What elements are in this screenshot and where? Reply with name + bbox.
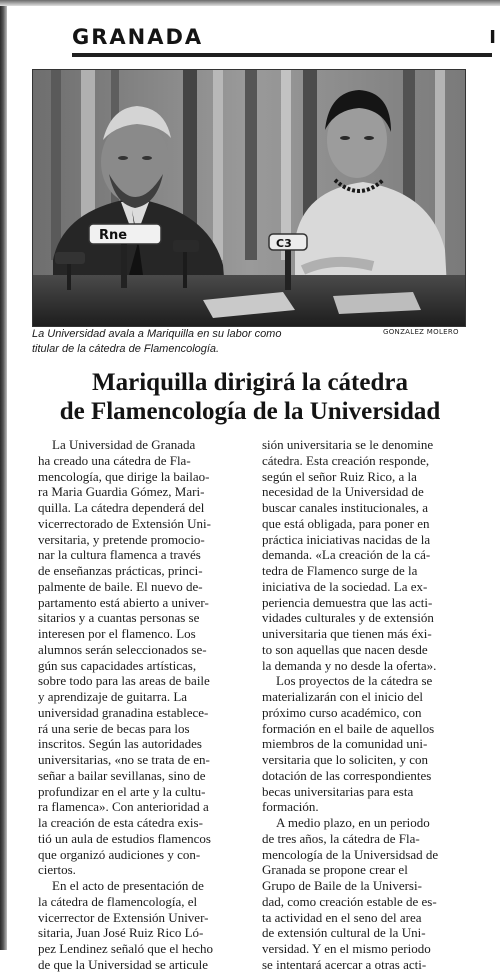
text-line: ha creado una cátedra de Fla- [38, 452, 191, 468]
text-line: profundizar en el arte y la cultu- [38, 783, 206, 799]
headline-line: Mariquilla dirigirá la cátedra [92, 369, 408, 396]
text-line: de enseñanzas prácticas, princi- [38, 563, 203, 578]
text-line: interesen por el flamenco. Los [38, 626, 196, 641]
text-line: palmente de baile. El nuevo de- [38, 578, 203, 594]
section-header [72, 23, 496, 57]
caption-line: La Universidad avala a Mariquilla en su labor como [32, 328, 282, 340]
text-line: quilla. La cátedra dependerá del [38, 500, 205, 515]
text-line: dad, como creación estable de es- [262, 893, 437, 909]
text-line: becas universitarias para esta [262, 783, 414, 799]
text-line: dotación de las correspondientes [262, 767, 432, 783]
text-line: versitaria que lo soliciten, y con [262, 752, 429, 767]
text-line: versidad. Y en el mismo periodo [262, 941, 431, 956]
scan-edge-top [0, 0, 500, 6]
text-line: la cátedra de flamencología, el [38, 893, 198, 909]
text-line: A medio plazo, en un periodo [276, 815, 430, 830]
text-line: ciertos. [38, 862, 76, 878]
photo-illustration [33, 70, 465, 326]
text-line: gún sus capacidades artísticas, [38, 657, 197, 673]
mic-left-label: Rne [99, 228, 128, 243]
text-line: según el señor Ruiz Rico, a la [262, 468, 417, 484]
text-line: cátedra. Esta creación responde, [262, 452, 430, 468]
text-line: la creación de esta cátedra exis- [38, 815, 203, 830]
text-line: universidad granadina establece- [38, 704, 209, 720]
text-line: inscritos. Según las autoridades [38, 736, 202, 752]
text-line: que organizó audiciones y con- [38, 846, 201, 862]
text-line: to son aquellas que nacen desde [262, 641, 428, 657]
photo-caption [32, 327, 352, 357]
text-line: Los proyectos de la cátedra se [276, 673, 433, 689]
text-line: materializarán con el inicio del [262, 689, 423, 704]
text-line: formación en el baile de aquellos [262, 720, 435, 736]
text-line: pez Lendinez señaló que el hecho [38, 941, 214, 956]
text-line: vicerrectorado de Extensión Uni- [38, 515, 211, 531]
text-line: vidades culturales y de extensión [262, 610, 434, 626]
text-line: y aprendizaje de guitarra. La [38, 689, 188, 704]
text-line: tedra de Flamenco surge de la [262, 563, 418, 578]
text-line: nar la cultura flamenca a través [38, 547, 201, 563]
text-line: señar a bailar sevillanas, sino de [38, 767, 206, 783]
text-line: vicerrector de Extensión Univer- [38, 909, 209, 925]
text-line: se intentará acercar a otras acti- [262, 956, 427, 972]
text-line: práctica iniciativas nacidas de la [262, 531, 431, 547]
text-line: La Universidad de Granada [52, 437, 196, 452]
section-title: GRANADA [72, 25, 204, 49]
text-line: universitarias, «no se trata de en- [38, 752, 210, 767]
article-column-left [38, 437, 250, 973]
text-line: sitaria, Juan José Ruiz Rico Ló- [38, 925, 204, 941]
text-line: de extensión cultural de la Uni- [262, 925, 426, 941]
text-line: periencia demuestra que las acti- [262, 594, 433, 610]
mic-right-label: C3 [276, 237, 292, 250]
text-line: buscar canales institucionales, a [262, 500, 429, 515]
text-line: Granada se propone crear el [262, 862, 408, 878]
text-line: que está obligada, para poner en [262, 515, 430, 531]
text-line: rá una serie de becas para los [38, 720, 190, 736]
text-line: necesidad de la Universidad de [262, 484, 424, 500]
text-line: ra flamenca». Con anterioridad a [38, 799, 209, 815]
press-conference-photo [32, 69, 466, 327]
text-line: ta actividad en el seno del area [262, 909, 422, 925]
scan-edge-left [0, 0, 7, 950]
text-line: demanda. «La creación de la cá- [262, 547, 431, 563]
text-line: miembros de la comunidad uni- [262, 736, 428, 752]
text-line: partamento está abierto a univer- [38, 594, 209, 610]
section-page-mark: I [489, 27, 496, 48]
photo-credit: GONZALEZ MOLERO [383, 328, 459, 336]
text-line: tió un aula de estudios flamencos [38, 830, 211, 846]
text-line: de que la Universidad se articule [38, 956, 209, 972]
text-line: universitaria que tienen más éxi- [262, 626, 432, 641]
text-line: de tres años, la cátedra de Fla- [262, 830, 420, 846]
text-line: Grupo de Baile de la Universi- [262, 878, 422, 893]
text-line: En el acto de presentación de [52, 878, 204, 893]
text-line: formación. [262, 799, 319, 815]
headline-line: de Flamencología de la Universidad [59, 398, 441, 425]
text-line: sobre todo para las areas de baile [38, 673, 210, 689]
text-line: mencología, que dirige la bailao- [38, 468, 210, 484]
text-line: sión universitaria se le denomine [262, 437, 434, 452]
article-headline [30, 368, 470, 426]
text-line: la demanda y no desde la oferta». [262, 657, 437, 673]
text-line: alumnos serán seleccionados se- [38, 641, 207, 657]
text-line: iniciativa de la sociedad. La ex- [262, 578, 428, 594]
text-line: mencología de la Universidsad de [262, 846, 439, 862]
text-line: ra Maria Guardia Gómez, Mari- [38, 484, 205, 500]
caption-line: titular de la cátedra de Flamencología. [32, 343, 220, 355]
text-line: próximo curso académico, con [262, 704, 422, 720]
article-column-right [262, 437, 472, 973]
text-line: sitarios y a cuantas personas se [38, 610, 200, 626]
text-line: versitaria, y pretende promocio- [38, 531, 205, 547]
